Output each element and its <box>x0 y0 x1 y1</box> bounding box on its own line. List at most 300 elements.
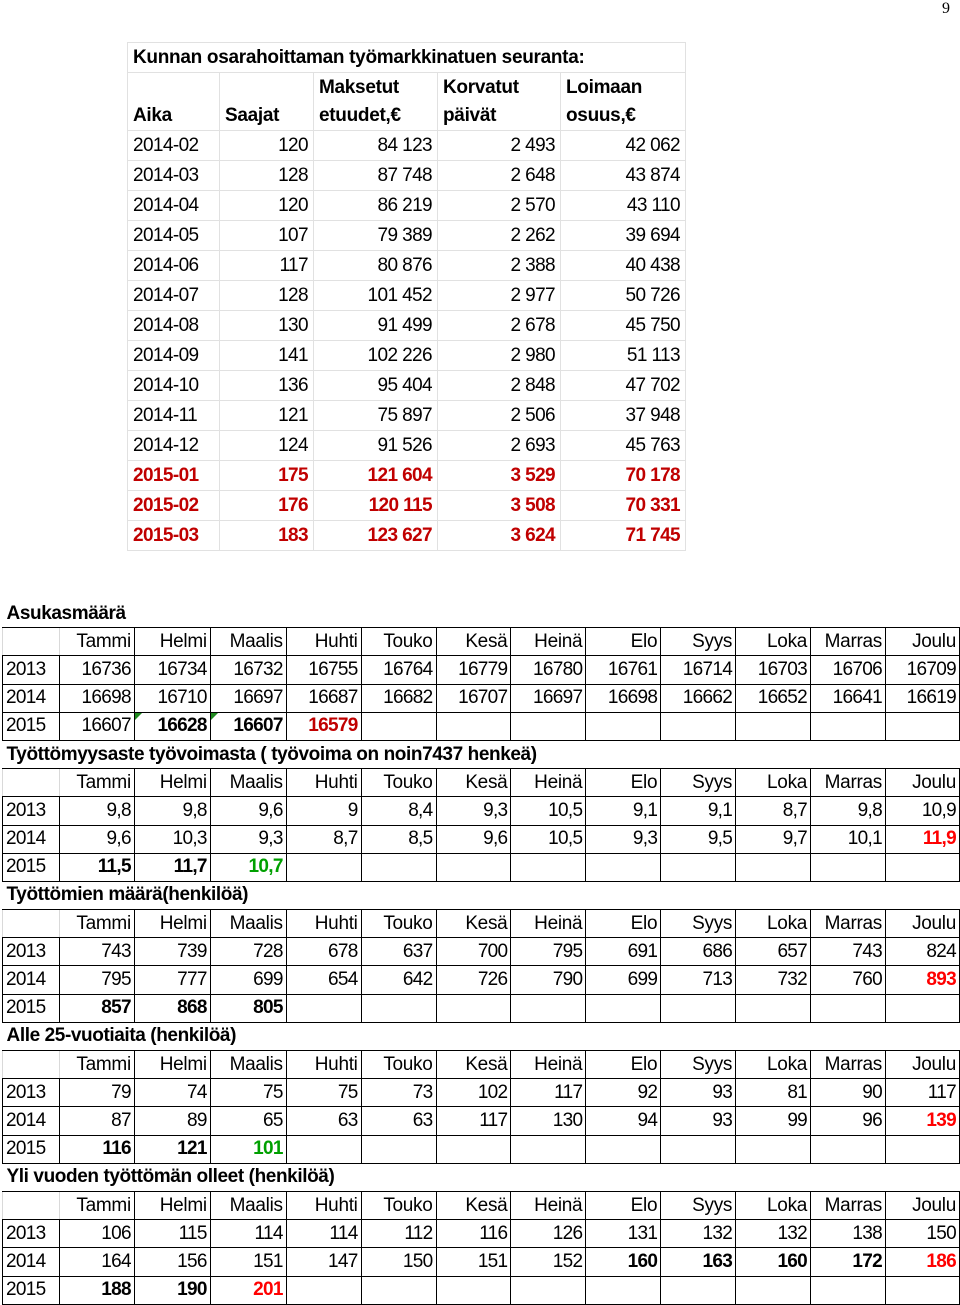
value-cell: 9,3 <box>210 825 286 853</box>
followup-header-cell: Loimaan <box>561 73 686 103</box>
followup-title: Kunnan osarahoittaman työmarkkinatuen seuranta: <box>128 43 686 73</box>
followup-value-cell: 2 977 <box>438 281 561 311</box>
empty-cell <box>736 1276 811 1304</box>
followup-value-cell: 80 876 <box>314 251 438 281</box>
followup-value-cell: 47 702 <box>561 371 686 401</box>
month-header: Touko <box>361 1051 436 1079</box>
month-header: Tammi <box>59 769 134 797</box>
value-cell: 116 <box>436 1220 511 1248</box>
value-cell: 824 <box>885 938 959 966</box>
value-cell: 16687 <box>286 684 361 712</box>
followup-header-cell: Aika <box>128 102 220 131</box>
followup-period-cell: 2014-02 <box>128 131 220 161</box>
empty-cell <box>3 1051 60 1079</box>
month-header-row <box>3 910 960 938</box>
year-row <box>3 994 960 1022</box>
empty-cell <box>811 994 886 1022</box>
value-cell: 188 <box>59 1276 134 1304</box>
value-cell: 9,3 <box>436 797 511 825</box>
value-cell: 16755 <box>286 656 361 684</box>
value-cell: 87 <box>59 1107 134 1135</box>
value-cell: 9,8 <box>59 797 134 825</box>
value-cell: 16779 <box>436 656 511 684</box>
empty-cell <box>661 712 736 740</box>
month-header: Huhti <box>286 628 361 656</box>
value-cell: 9,6 <box>210 797 286 825</box>
followup-row <box>128 131 686 161</box>
value-cell: 99 <box>736 1107 811 1135</box>
followup-value-cell: 91 526 <box>314 431 438 461</box>
month-header-row <box>3 769 960 797</box>
followup-value-cell: 50 726 <box>561 281 686 311</box>
followup-value-cell: 37 948 <box>561 401 686 431</box>
followup-value-cell: 136 <box>220 371 314 401</box>
empty-cell <box>661 853 736 881</box>
followup-value-cell: 86 219 <box>314 191 438 221</box>
year-cell: 2014 <box>3 966 60 994</box>
value-cell: 190 <box>134 1276 210 1304</box>
followup-period-cell: 2014-11 <box>128 401 220 431</box>
followup-value-cell: 70 178 <box>561 461 686 491</box>
value-cell: 163 <box>661 1248 736 1276</box>
empty-cell <box>885 1135 959 1163</box>
empty-cell <box>811 712 886 740</box>
month-header: Tammi <box>59 910 134 938</box>
value-cell: 9 <box>286 797 361 825</box>
month-header: Maalis <box>210 628 286 656</box>
followup-value-cell: 70 331 <box>561 491 686 521</box>
followup-row <box>128 251 686 281</box>
followup-value-cell: 51 113 <box>561 341 686 371</box>
followup-value-cell: 176 <box>220 491 314 521</box>
value-cell: 10,9 <box>885 797 959 825</box>
value-cell: 92 <box>586 1079 661 1107</box>
value-cell: 63 <box>286 1107 361 1135</box>
followup-row <box>128 281 686 311</box>
section-title-row <box>3 1022 960 1050</box>
followup-value-cell: 2 648 <box>438 161 561 191</box>
followup-header-cell: päivät <box>438 102 561 131</box>
value-cell: 699 <box>586 966 661 994</box>
value-cell: 90 <box>811 1079 886 1107</box>
followup-value-cell: 40 438 <box>561 251 686 281</box>
followup-period-cell: 2014-05 <box>128 221 220 251</box>
followup-value-cell: 2 262 <box>438 221 561 251</box>
value-cell: 75 <box>210 1079 286 1107</box>
year-cell: 2015 <box>3 1276 60 1304</box>
month-header: Touko <box>361 1191 436 1219</box>
page-number: 9 <box>942 0 950 17</box>
month-header: Elo <box>586 1191 661 1219</box>
value-cell: 16707 <box>436 684 511 712</box>
month-header: Helmi <box>134 910 210 938</box>
value-cell: 739 <box>134 938 210 966</box>
value-cell: 201 <box>210 1276 286 1304</box>
followup-value-cell: 3 508 <box>438 491 561 521</box>
value-cell: 10,5 <box>511 797 586 825</box>
followup-value-cell: 120 <box>220 131 314 161</box>
value-cell: 9,8 <box>134 797 210 825</box>
value-cell: 63 <box>361 1107 436 1135</box>
value-cell: 732 <box>736 966 811 994</box>
followup-value-cell: 2 570 <box>438 191 561 221</box>
empty-cell <box>361 994 436 1022</box>
value-cell: 117 <box>511 1079 586 1107</box>
section-title-row <box>3 740 960 768</box>
empty-cell <box>811 853 886 881</box>
value-cell: 106 <box>59 1220 134 1248</box>
followup-value-cell: 2 493 <box>438 131 561 161</box>
value-cell: 186 <box>885 1248 959 1276</box>
value-cell: 102 <box>436 1079 511 1107</box>
empty-cell <box>736 1135 811 1163</box>
value-cell: 700 <box>436 938 511 966</box>
followup-value-cell: 42 062 <box>561 131 686 161</box>
section-title-row <box>3 1163 960 1191</box>
empty-cell <box>511 1276 586 1304</box>
followup-value-cell: 43 110 <box>561 191 686 221</box>
month-header: Loka <box>736 910 811 938</box>
value-cell: 160 <box>736 1248 811 1276</box>
month-header: Heinä <box>511 769 586 797</box>
value-cell: 691 <box>586 938 661 966</box>
month-header: Loka <box>736 769 811 797</box>
month-header-row <box>3 628 960 656</box>
value-cell: 16698 <box>59 684 134 712</box>
year-row <box>3 1248 960 1276</box>
followup-row <box>128 521 686 551</box>
month-header: Elo <box>586 910 661 938</box>
followup-value-cell: 124 <box>220 431 314 461</box>
followup-value-cell: 130 <box>220 311 314 341</box>
followup-period-cell: 2014-06 <box>128 251 220 281</box>
empty-cell <box>586 1276 661 1304</box>
month-header: Syys <box>661 1051 736 1079</box>
month-header: Kesä <box>436 1191 511 1219</box>
month-header: Marras <box>811 628 886 656</box>
followup-period-cell: 2014-08 <box>128 311 220 341</box>
followup-value-cell: 102 226 <box>314 341 438 371</box>
empty-cell <box>661 994 736 1022</box>
value-cell: 151 <box>210 1248 286 1276</box>
year-cell: 2015 <box>3 1135 60 1163</box>
value-cell: 11,7 <box>134 853 210 881</box>
value-cell: 112 <box>361 1220 436 1248</box>
followup-value-cell: 2 678 <box>438 311 561 341</box>
value-cell: 16662 <box>661 684 736 712</box>
value-cell: 117 <box>885 1079 959 1107</box>
month-header: Joulu <box>885 769 959 797</box>
value-cell: 116 <box>59 1135 134 1163</box>
year-row <box>3 1276 960 1304</box>
value-cell: 9,7 <box>736 825 811 853</box>
empty-cell <box>661 1135 736 1163</box>
year-cell: 2013 <box>3 938 60 966</box>
section-title: Työttömyysaste työvoimasta ( työvoima on noin7437 henkeä) <box>3 740 960 768</box>
year-row <box>3 656 960 684</box>
followup-value-cell: 121 604 <box>314 461 438 491</box>
month-header: Heinä <box>511 1191 586 1219</box>
year-row <box>3 712 960 740</box>
followup-value-cell: 101 452 <box>314 281 438 311</box>
followup-value-cell: 120 <box>220 191 314 221</box>
empty-cell <box>436 994 511 1022</box>
value-cell: 16607 <box>210 712 286 740</box>
month-header: Helmi <box>134 1191 210 1219</box>
value-cell: 16697 <box>210 684 286 712</box>
section-title: Alle 25-vuotiaita (henkilöä) <box>3 1022 960 1050</box>
value-cell: 699 <box>210 966 286 994</box>
year-cell: 2015 <box>3 994 60 1022</box>
value-cell: 16732 <box>210 656 286 684</box>
month-header: Elo <box>586 628 661 656</box>
value-cell: 152 <box>511 1248 586 1276</box>
year-row <box>3 1220 960 1248</box>
value-cell: 16706 <box>811 656 886 684</box>
followup-value-cell: 2 980 <box>438 341 561 371</box>
followup-value-cell: 3 624 <box>438 521 561 551</box>
year-cell: 2014 <box>3 1248 60 1276</box>
value-cell: 9,1 <box>661 797 736 825</box>
empty-cell <box>586 994 661 1022</box>
followup-period-cell: 2014-03 <box>128 161 220 191</box>
month-header: Syys <box>661 628 736 656</box>
month-header: Tammi <box>59 1051 134 1079</box>
empty-cell <box>586 853 661 881</box>
value-cell: 11,5 <box>59 853 134 881</box>
month-header: Elo <box>586 769 661 797</box>
value-cell: 9,1 <box>586 797 661 825</box>
value-cell: 642 <box>361 966 436 994</box>
value-cell: 10,7 <box>210 853 286 881</box>
month-header: Syys <box>661 769 736 797</box>
year-cell: 2013 <box>3 1079 60 1107</box>
empty-cell <box>885 994 959 1022</box>
value-cell: 132 <box>661 1220 736 1248</box>
value-cell: 16682 <box>361 684 436 712</box>
followup-value-cell: 183 <box>220 521 314 551</box>
empty-cell <box>3 769 60 797</box>
followup-period-cell: 2014-10 <box>128 371 220 401</box>
value-cell: 9,5 <box>661 825 736 853</box>
followup-value-cell: 39 694 <box>561 221 686 251</box>
value-cell: 16628 <box>134 712 210 740</box>
value-cell: 9,6 <box>59 825 134 853</box>
month-header: Huhti <box>286 910 361 938</box>
followup-header-cell <box>128 73 220 103</box>
year-row <box>3 797 960 825</box>
followup-header-cell: Korvatut <box>438 73 561 103</box>
value-cell: 10,3 <box>134 825 210 853</box>
value-cell: 713 <box>661 966 736 994</box>
followup-value-cell: 117 <box>220 251 314 281</box>
followup-value-cell: 91 499 <box>314 311 438 341</box>
followup-value-cell: 84 123 <box>314 131 438 161</box>
value-cell: 93 <box>661 1079 736 1107</box>
followup-value-cell: 45 750 <box>561 311 686 341</box>
month-header: Syys <box>661 910 736 938</box>
month-header: Kesä <box>436 628 511 656</box>
empty-cell <box>511 994 586 1022</box>
value-cell: 868 <box>134 994 210 1022</box>
month-header: Elo <box>586 1051 661 1079</box>
empty-cell <box>811 1135 886 1163</box>
value-cell: 16698 <box>586 684 661 712</box>
value-cell: 8,7 <box>286 825 361 853</box>
value-cell: 156 <box>134 1248 210 1276</box>
value-cell: 9,6 <box>436 825 511 853</box>
population-unemployment-table <box>2 600 960 1305</box>
month-header: Touko <box>361 628 436 656</box>
value-cell: 16703 <box>736 656 811 684</box>
value-cell: 139 <box>885 1107 959 1135</box>
value-cell: 657 <box>736 938 811 966</box>
month-header-row <box>3 1051 960 1079</box>
value-cell: 75 <box>286 1079 361 1107</box>
month-header: Heinä <box>511 910 586 938</box>
value-cell: 805 <box>210 994 286 1022</box>
value-cell: 9,3 <box>586 825 661 853</box>
value-cell: 96 <box>811 1107 886 1135</box>
followup-row <box>128 311 686 341</box>
month-header: Tammi <box>59 1191 134 1219</box>
value-cell: 16761 <box>586 656 661 684</box>
followup-table <box>127 42 686 551</box>
followup-period-cell: 2015-02 <box>128 491 220 521</box>
year-row <box>3 966 960 994</box>
empty-cell <box>286 994 361 1022</box>
followup-header-cell <box>220 73 314 103</box>
value-cell: 8,5 <box>361 825 436 853</box>
value-cell: 678 <box>286 938 361 966</box>
followup-value-cell: 3 529 <box>438 461 561 491</box>
followup-value-cell: 95 404 <box>314 371 438 401</box>
value-cell: 726 <box>436 966 511 994</box>
year-cell: 2013 <box>3 797 60 825</box>
value-cell: 857 <box>59 994 134 1022</box>
followup-period-cell: 2015-03 <box>128 521 220 551</box>
value-cell: 16710 <box>134 684 210 712</box>
empty-cell <box>361 712 436 740</box>
value-cell: 79 <box>59 1079 134 1107</box>
followup-value-cell: 120 115 <box>314 491 438 521</box>
year-cell: 2013 <box>3 656 60 684</box>
month-header: Loka <box>736 1191 811 1219</box>
followup-value-cell: 123 627 <box>314 521 438 551</box>
month-header: Marras <box>811 769 886 797</box>
value-cell: 728 <box>210 938 286 966</box>
month-header: Kesä <box>436 1051 511 1079</box>
followup-value-cell: 43 874 <box>561 161 686 191</box>
value-cell: 11,9 <box>885 825 959 853</box>
value-cell: 73 <box>361 1079 436 1107</box>
value-cell: 686 <box>661 938 736 966</box>
empty-cell <box>661 1276 736 1304</box>
month-header: Huhti <box>286 769 361 797</box>
empty-cell <box>511 853 586 881</box>
empty-cell <box>586 1135 661 1163</box>
followup-header-row-1 <box>128 73 686 103</box>
empty-cell <box>361 1276 436 1304</box>
month-header: Kesä <box>436 769 511 797</box>
value-cell: 164 <box>59 1248 134 1276</box>
followup-header-cell: Saajat <box>220 102 314 131</box>
value-cell: 760 <box>811 966 886 994</box>
followup-value-cell: 2 693 <box>438 431 561 461</box>
month-header: Joulu <box>885 628 959 656</box>
year-cell: 2014 <box>3 684 60 712</box>
followup-value-cell: 107 <box>220 221 314 251</box>
month-header: Tammi <box>59 628 134 656</box>
followup-row <box>128 371 686 401</box>
value-cell: 74 <box>134 1079 210 1107</box>
value-cell: 10,1 <box>811 825 886 853</box>
value-cell: 89 <box>134 1107 210 1135</box>
followup-period-cell: 2015-01 <box>128 461 220 491</box>
section-title-row <box>3 881 960 909</box>
value-cell: 16780 <box>511 656 586 684</box>
month-header: Touko <box>361 910 436 938</box>
month-header: Kesä <box>436 910 511 938</box>
followup-header-cell: Maksetut <box>314 73 438 103</box>
value-cell: 16709 <box>885 656 959 684</box>
month-header-row <box>3 1191 960 1219</box>
month-header: Huhti <box>286 1051 361 1079</box>
value-cell: 130 <box>511 1107 586 1135</box>
year-cell: 2014 <box>3 1107 60 1135</box>
followup-row <box>128 191 686 221</box>
month-header: Joulu <box>885 1051 959 1079</box>
value-cell: 115 <box>134 1220 210 1248</box>
value-cell: 777 <box>134 966 210 994</box>
value-cell: 8,7 <box>736 797 811 825</box>
value-cell: 16607 <box>59 712 134 740</box>
value-cell: 654 <box>286 966 361 994</box>
empty-cell <box>436 1135 511 1163</box>
year-row <box>3 853 960 881</box>
followup-row <box>128 491 686 521</box>
followup-row <box>128 401 686 431</box>
year-row <box>3 1107 960 1135</box>
empty-cell <box>511 1135 586 1163</box>
followup-value-cell: 2 506 <box>438 401 561 431</box>
value-cell: 126 <box>511 1220 586 1248</box>
empty-cell <box>811 1276 886 1304</box>
month-header: Marras <box>811 1051 886 1079</box>
value-cell: 114 <box>210 1220 286 1248</box>
month-header: Maalis <box>210 910 286 938</box>
empty-cell <box>736 853 811 881</box>
value-cell: 94 <box>586 1107 661 1135</box>
year-cell: 2015 <box>3 853 60 881</box>
month-header: Loka <box>736 628 811 656</box>
month-header: Maalis <box>210 1191 286 1219</box>
month-header: Joulu <box>885 1191 959 1219</box>
value-cell: 150 <box>885 1220 959 1248</box>
followup-value-cell: 141 <box>220 341 314 371</box>
value-cell: 16619 <box>885 684 959 712</box>
section-title: Työttömien määrä(henkilöä) <box>3 881 960 909</box>
followup-row <box>128 431 686 461</box>
empty-cell <box>3 628 60 656</box>
value-cell: 8,4 <box>361 797 436 825</box>
empty-cell <box>736 712 811 740</box>
value-cell: 16579 <box>286 712 361 740</box>
value-cell: 132 <box>736 1220 811 1248</box>
followup-value-cell: 2 848 <box>438 371 561 401</box>
year-cell: 2015 <box>3 712 60 740</box>
empty-cell <box>511 712 586 740</box>
